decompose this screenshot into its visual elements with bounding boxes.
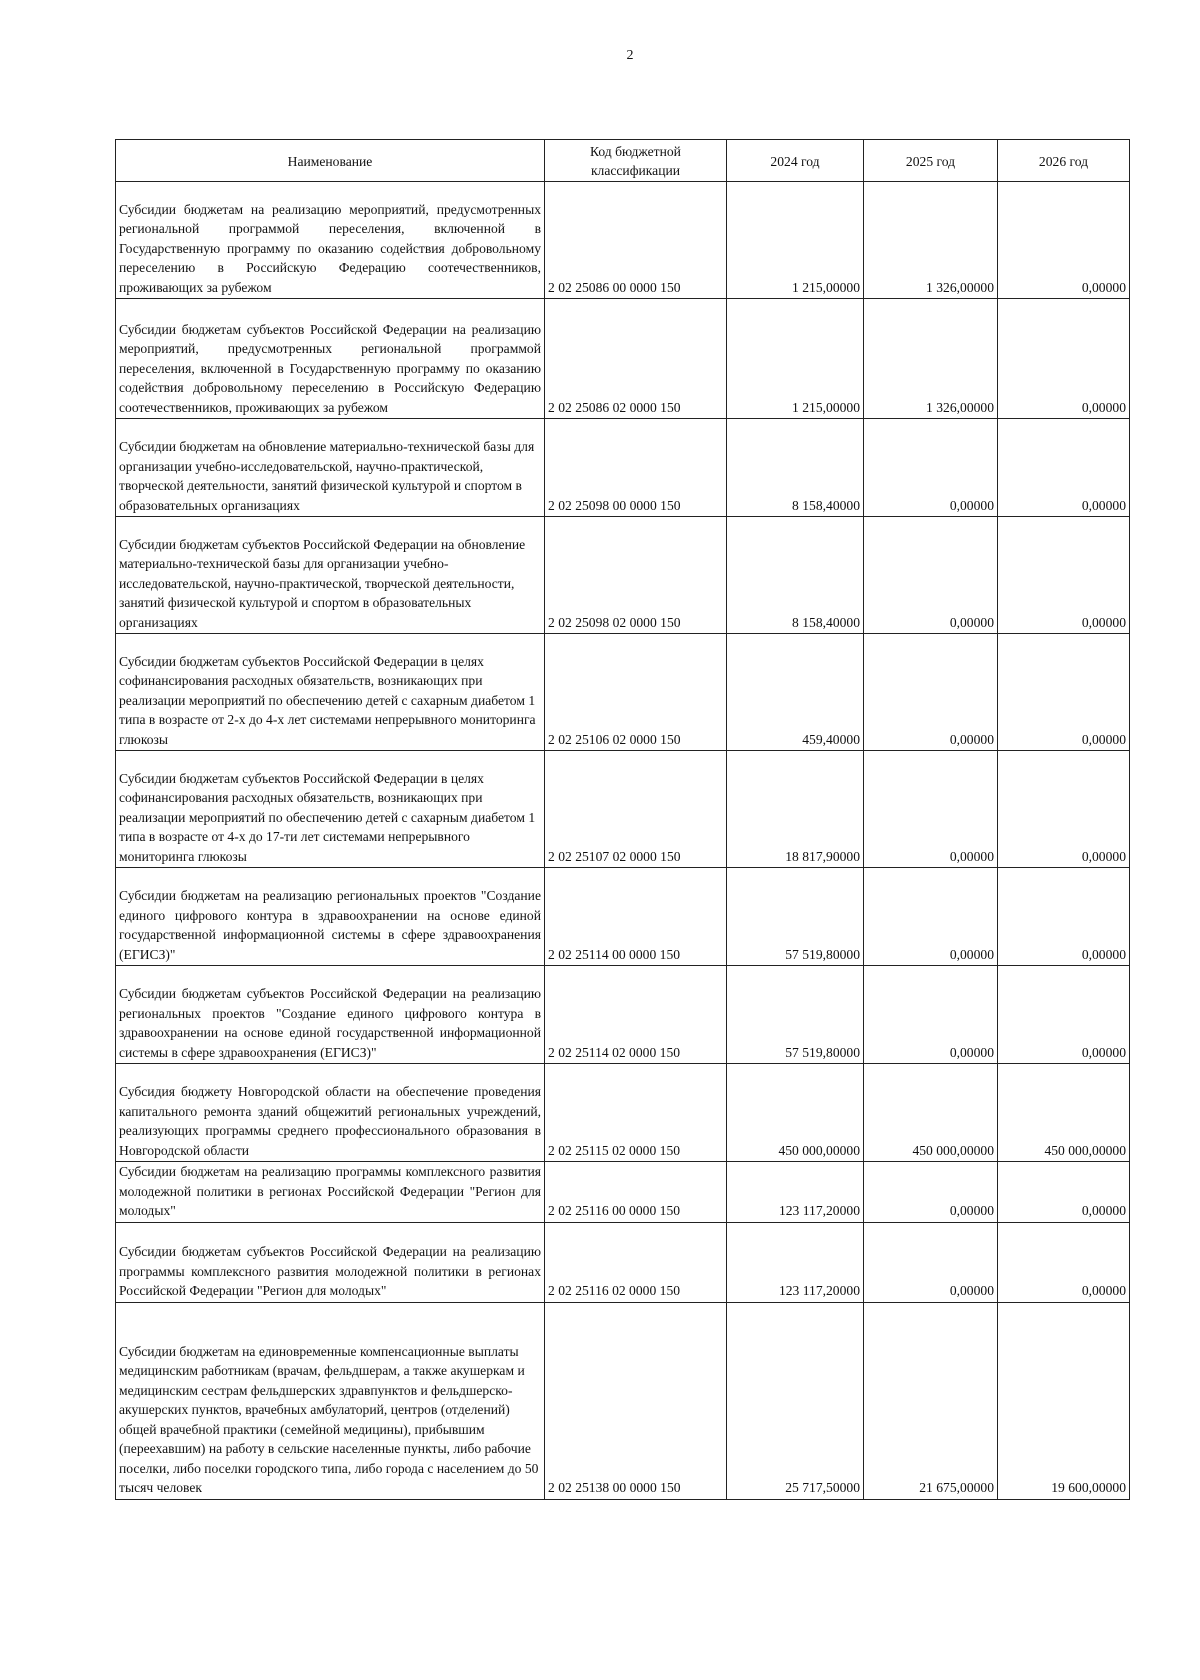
row-code: 2 02 25106 02 0000 150 (545, 634, 727, 751)
table-row (116, 751, 1130, 868)
row-name: Субсидии бюджетам субъектов Российской Федерации в целях софинансирования расходных обязательств, возникающих при реализации мероприятий по обеспечению детей с сахарным диабетом 1 типа в возрасте от 2-х до 4-х лет системами непрерывного мониторинга глюкозы (116, 634, 545, 751)
row-2024: 1 215,00000 (727, 182, 864, 299)
row-name: Субсидия бюджету Новгородской области на обеспечение проведения капитального ремонта зданий общежитий региональных учреждений, реализующих программы среднего профессионального образования в Новгородской области (116, 1064, 545, 1162)
table-row (116, 1064, 1130, 1162)
row-2026: 0,00000 (998, 1222, 1130, 1302)
row-2025: 0,00000 (864, 419, 998, 517)
row-2025: 0,00000 (864, 1162, 998, 1223)
row-2024: 1 215,00000 (727, 299, 864, 419)
page-number: 2 (626, 48, 634, 63)
row-2024: 57 519,80000 (727, 966, 864, 1064)
table-row (116, 517, 1130, 634)
row-code: 2 02 25107 02 0000 150 (545, 751, 727, 868)
header-2025: 2025 год (864, 140, 998, 182)
row-name: Субсидии бюджетам на обновление материально-технической базы для организации учебно-исследовательской, научно-практической, творческой деятельности, занятий физической культурой и спортом в образовательных организациях (116, 419, 545, 517)
row-2024: 459,40000 (727, 634, 864, 751)
table-row (116, 868, 1130, 966)
row-2025: 0,00000 (864, 868, 998, 966)
row-2026: 0,00000 (998, 751, 1130, 868)
row-2026: 19 600,00000 (998, 1302, 1130, 1499)
row-2024: 123 117,20000 (727, 1222, 864, 1302)
table-row (116, 419, 1130, 517)
table-row (116, 1162, 1130, 1223)
row-name: Субсидии бюджетам субъектов Российской Федерации на реализацию региональных проектов "Создание единого цифрового контура в здравоохранении на основе единой государственной информационной системы в сфере здравоохранения (ЕГИСЗ)" (116, 966, 545, 1064)
header-2024: 2024 год (727, 140, 864, 182)
table-header-row (116, 140, 1130, 182)
row-name: Субсидии бюджетам субъектов Российской Федерации на обновление материально-технической базы для организации учебно-исследовательской, научно-практической, творческой деятельности, занятий физической культурой и спортом в образовательных организациях (116, 517, 545, 634)
row-2025: 1 326,00000 (864, 182, 998, 299)
row-name: Субсидии бюджетам на реализацию региональных проектов "Создание единого цифрового контура в здравоохранении на основе единой государственной информационной системы в сфере здравоохранения (ЕГИСЗ)" (116, 868, 545, 966)
row-code: 2 02 25098 02 0000 150 (545, 517, 727, 634)
row-2025: 1 326,00000 (864, 299, 998, 419)
row-2025: 0,00000 (864, 517, 998, 634)
row-2026: 0,00000 (998, 182, 1130, 299)
row-2025: 0,00000 (864, 751, 998, 868)
table-row (116, 1302, 1130, 1499)
row-2025: 450 000,00000 (864, 1064, 998, 1162)
row-name: Субсидии бюджетам на реализацию мероприятий, предусмотренных региональной программой переселения, включенной в Государственную программу по оказанию содействия добровольному переселению в Российскую Федерацию соотечественников, проживающих за рубежом (116, 182, 545, 299)
row-name: Субсидии бюджетам на единовременные компенсационные выплаты медицинским работникам (врачам, фельдшерам, а также акушеркам и медицинским сестрам фельдшерских здравпунктов и фельдшерско-акушерских пунктов, врачебных амбулаторий, центров (отделений) общей врачебной практики (семейной медицины), прибывшим (переехавшим) на работу в сельские населенные пункты, либо рабочие поселки, либо поселки городского типа, либо города с населением до 50 тысяч человек (116, 1302, 545, 1499)
table-row (116, 966, 1130, 1064)
row-code: 2 02 25116 02 0000 150 (545, 1222, 727, 1302)
table-row (116, 1222, 1130, 1302)
header-name: Наименование (116, 140, 545, 182)
row-name: Субсидии бюджетам субъектов Российской Федерации в целях софинансирования расходных обязательств, возникающих при реализации мероприятий по обеспечению детей с сахарным диабетом 1 типа в возрасте от 4-х до 17-ти лет системами непрерывного мониторинга глюкозы (116, 751, 545, 868)
row-name: Субсидии бюджетам субъектов Российской Федерации на реализацию программы комплексного развития молодежной политики в регионах Российской Федерации "Регион для молодых" (116, 1222, 545, 1302)
table-row (116, 299, 1130, 419)
row-2024: 8 158,40000 (727, 517, 864, 634)
row-2026: 0,00000 (998, 419, 1130, 517)
row-2026: 0,00000 (998, 299, 1130, 419)
row-2026: 0,00000 (998, 517, 1130, 634)
row-2026: 0,00000 (998, 868, 1130, 966)
row-2024: 123 117,20000 (727, 1162, 864, 1223)
row-2025: 0,00000 (864, 1222, 998, 1302)
row-2026: 0,00000 (998, 1162, 1130, 1223)
row-2024: 450 000,00000 (727, 1064, 864, 1162)
row-code: 2 02 25114 02 0000 150 (545, 966, 727, 1064)
header-2026: 2026 год (998, 140, 1130, 182)
row-2026: 0,00000 (998, 966, 1130, 1064)
row-2024: 57 519,80000 (727, 868, 864, 966)
budget-table (115, 139, 1130, 1500)
row-code: 2 02 25114 00 0000 150 (545, 868, 727, 966)
row-code: 2 02 25115 02 0000 150 (545, 1064, 727, 1162)
row-2026: 450 000,00000 (998, 1064, 1130, 1162)
row-2026: 0,00000 (998, 634, 1130, 751)
row-2025: 0,00000 (864, 634, 998, 751)
row-code: 2 02 25138 00 0000 150 (545, 1302, 727, 1499)
row-2024: 18 817,90000 (727, 751, 864, 868)
row-name: Субсидии бюджетам на реализацию программы комплексного развития молодежной политики в регионах Российской Федерации "Регион для молодых" (116, 1162, 545, 1223)
header-code: Код бюджетной классификации (545, 140, 727, 182)
row-2024: 25 717,50000 (727, 1302, 864, 1499)
table-row (116, 182, 1130, 299)
row-code: 2 02 25116 00 0000 150 (545, 1162, 727, 1223)
row-code: 2 02 25098 00 0000 150 (545, 419, 727, 517)
row-name: Субсидии бюджетам субъектов Российской Федерации на реализацию мероприятий, предусмотренных региональной программой переселения, включенной в Государственную программу по оказанию содействия добровольному переселению в Российскую Федерацию соотечественников, проживающих за рубежом (116, 299, 545, 419)
row-2024: 8 158,40000 (727, 419, 864, 517)
row-code: 2 02 25086 02 0000 150 (545, 299, 727, 419)
table-row (116, 634, 1130, 751)
row-code: 2 02 25086 00 0000 150 (545, 182, 727, 299)
row-2025: 0,00000 (864, 966, 998, 1064)
row-2025: 21 675,00000 (864, 1302, 998, 1499)
